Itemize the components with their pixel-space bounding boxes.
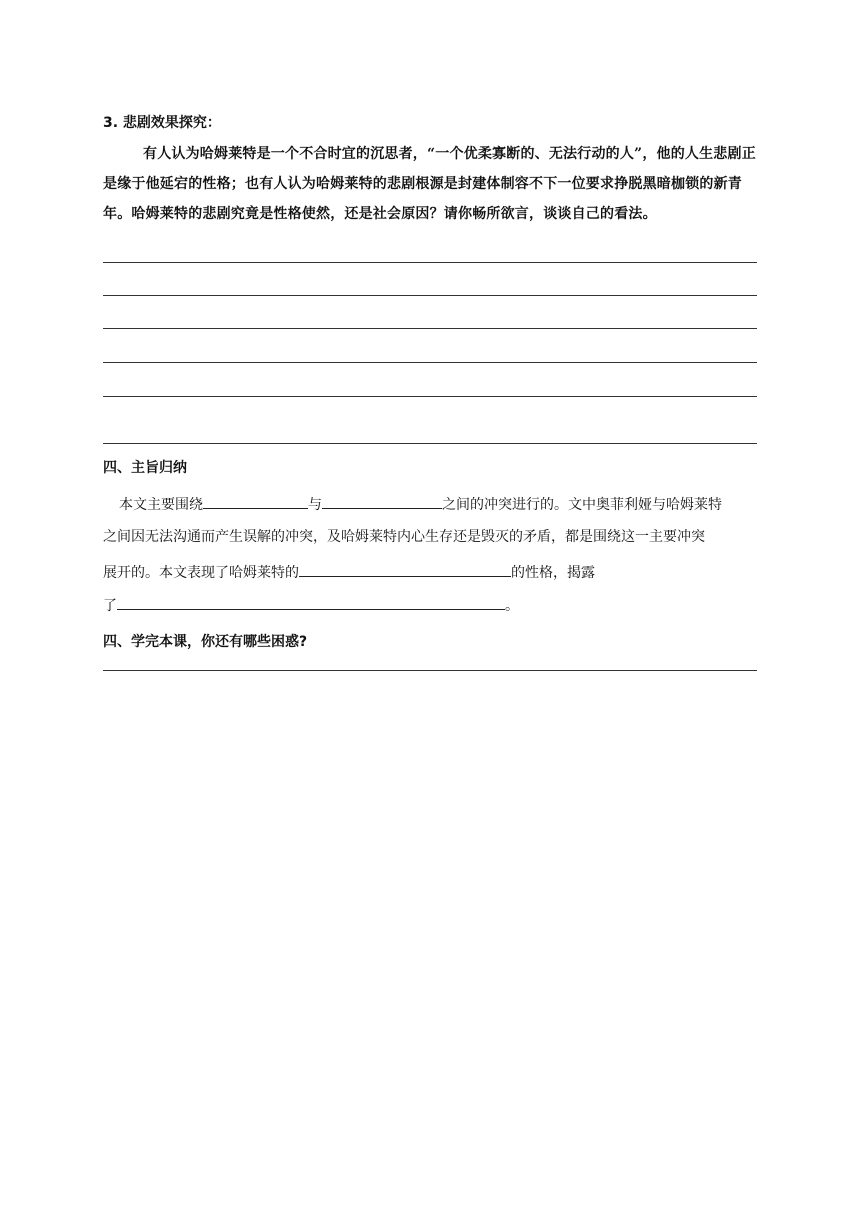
summary-text-a: 本文主要围绕 bbox=[119, 497, 203, 513]
answer-line-4[interactable] bbox=[103, 362, 757, 363]
summary-text-f: 了 bbox=[103, 598, 117, 614]
blank-conflict-party-2[interactable] bbox=[322, 494, 442, 509]
section-5-title: 四、学完本课，你还有哪些困惑? bbox=[103, 634, 308, 650]
paragraph-text-part-1: 有人认为哈姆莱特是一个不合时宜的沉思者， bbox=[143, 146, 427, 162]
summary-text-d: 展开的。本文表现了哈姆莱特的 bbox=[103, 565, 299, 581]
summary-line-4 bbox=[103, 595, 519, 615]
summary-text-b: 与 bbox=[308, 497, 322, 513]
section-4-title: 四、主旨归纳 bbox=[103, 460, 187, 476]
section-3-title: 3. 悲剧效果探究： bbox=[103, 115, 221, 131]
summary-line-1 bbox=[119, 494, 722, 514]
summary-line-2: 之间因无法沟通而产生误解的冲突，及哈姆莱特内心生存还是毁灭的矛盾，都是围绕这一主要冲突 bbox=[103, 529, 705, 545]
paragraph-quote: “一个优柔寡断的、无法行动的人” bbox=[427, 146, 643, 162]
questions-answer-line[interactable] bbox=[103, 670, 757, 671]
summary-text-c: 之间的冲突进行的。文中奥菲利娅与哈姆莱特 bbox=[442, 497, 722, 513]
answer-line-3[interactable] bbox=[103, 328, 757, 329]
paragraph-text-part-2: ，他的人生悲剧正是缘于他延宕的性格；也有人认为哈姆莱特的悲剧根源是封建体制容不下一位要求挣脱黑暗枷锁的新青年。哈姆莱特的悲剧究竟是性格使然，还是社会原因？请你畅所欲言，谈谈自己的看法。 bbox=[103, 146, 756, 222]
section-3-paragraph bbox=[103, 139, 763, 229]
blank-revealed-theme[interactable] bbox=[117, 595, 505, 610]
answer-line-5[interactable] bbox=[103, 396, 757, 397]
summary-line-3 bbox=[103, 562, 595, 582]
answer-line-2[interactable] bbox=[103, 295, 757, 296]
answer-line-1[interactable] bbox=[103, 262, 757, 263]
summary-text-g: 。 bbox=[505, 598, 519, 614]
blank-conflict-party-1[interactable] bbox=[203, 494, 308, 509]
summary-text-e: 的性格，揭露 bbox=[511, 565, 595, 581]
blank-character-trait[interactable] bbox=[299, 562, 511, 577]
answer-line-6[interactable] bbox=[103, 443, 757, 444]
